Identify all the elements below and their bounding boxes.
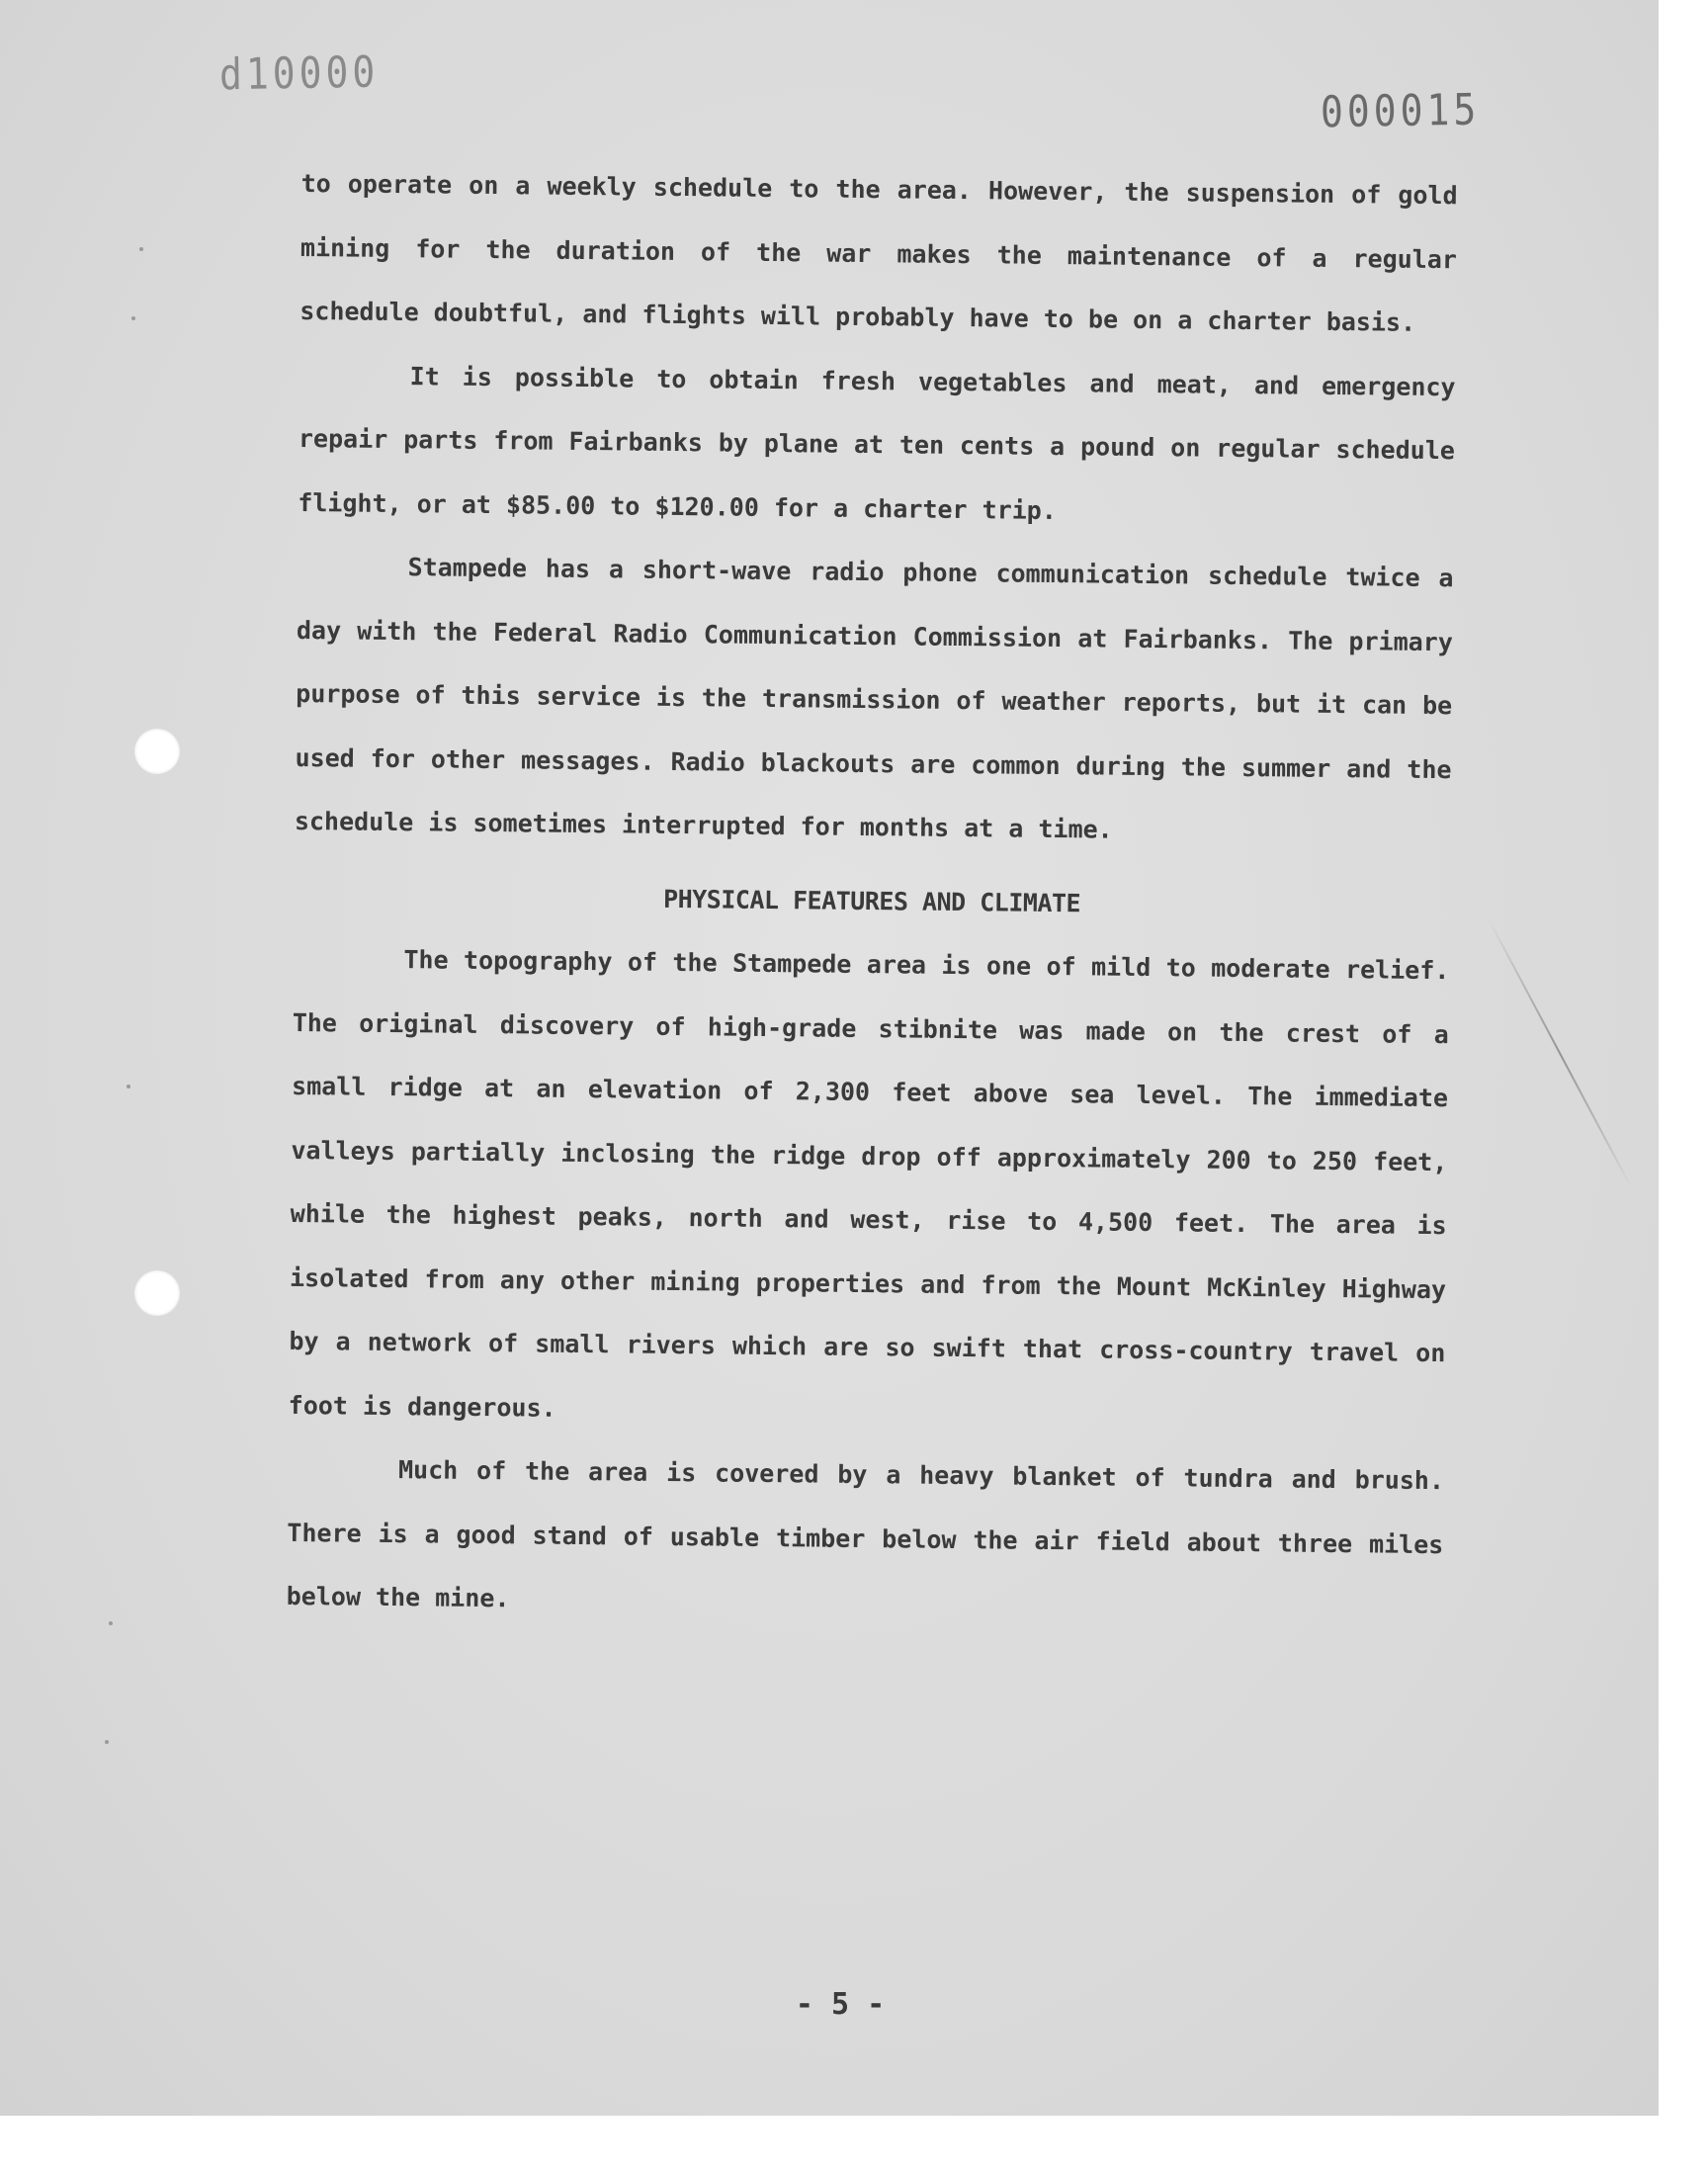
binder-hole-bottom xyxy=(134,1270,180,1316)
binder-hole-top xyxy=(134,729,180,774)
paper-speck xyxy=(105,1740,109,1744)
paper-speck xyxy=(127,1085,130,1088)
paragraph-air-service: to operate on a weekly schedule to the area. However, the suspension of gold mining for the duration of the war makes the maintenance of a regular schedule doubtful, and flights will probably have to be on a charter basis. xyxy=(299,168,1458,337)
paragraph-vegetation: Much of the area is covered by a heavy blanket of tundra and brush. There is a good stand of usable timber below the air field about three miles below the mine. xyxy=(286,1455,1445,1613)
section-heading: PHYSICAL FEATURES AND CLIMATE xyxy=(662,884,1081,917)
stamp-number-top-right: 000015 xyxy=(1320,84,1481,137)
stamp-number-top-left: d10000 xyxy=(218,46,380,100)
paper-speck xyxy=(131,316,135,320)
paper-crease xyxy=(1488,918,1633,1190)
paragraph-topography: The topography of the Stampede area is one of mild to moderate relief. The original discovery of high-grade stibnite was made on the crest of a small ridge at an elevation of 2,300 feet above sea level. The immediate valleys partially inclosing the ridge drop off approximately 200 to 250 feet, while the highest peaks, north and west, rise to 4,500 feet. The area is isolated from any other mining properties and from the Mount McKinley Highway by a network of small rivers which are so swift that cross-country travel on foot is dangerous. xyxy=(288,945,1450,1423)
paper-speck xyxy=(109,1621,113,1625)
page-number: - 5 - xyxy=(795,1987,886,2022)
paragraph-supplies: It is possible to obtain fresh vegetables and meat, and emergency repair parts from Fairbanks by plane at ten cents a pound on regular schedule flight, or at $85.00 to $120.00 for a charter trip. xyxy=(298,361,1456,525)
paper-speck xyxy=(139,247,143,251)
paragraph-radio: Stampede has a short-wave radio phone communication schedule twice a day with the Federal Radio Communication Commission at Fairbanks. The primary purpose of this service is the transmission of weather reports, but it can be used for other messages. Radio blackouts are common during the summer and the schedule is sometimes interrupted for months at a time. xyxy=(294,553,1454,844)
document-body xyxy=(286,152,1458,1641)
